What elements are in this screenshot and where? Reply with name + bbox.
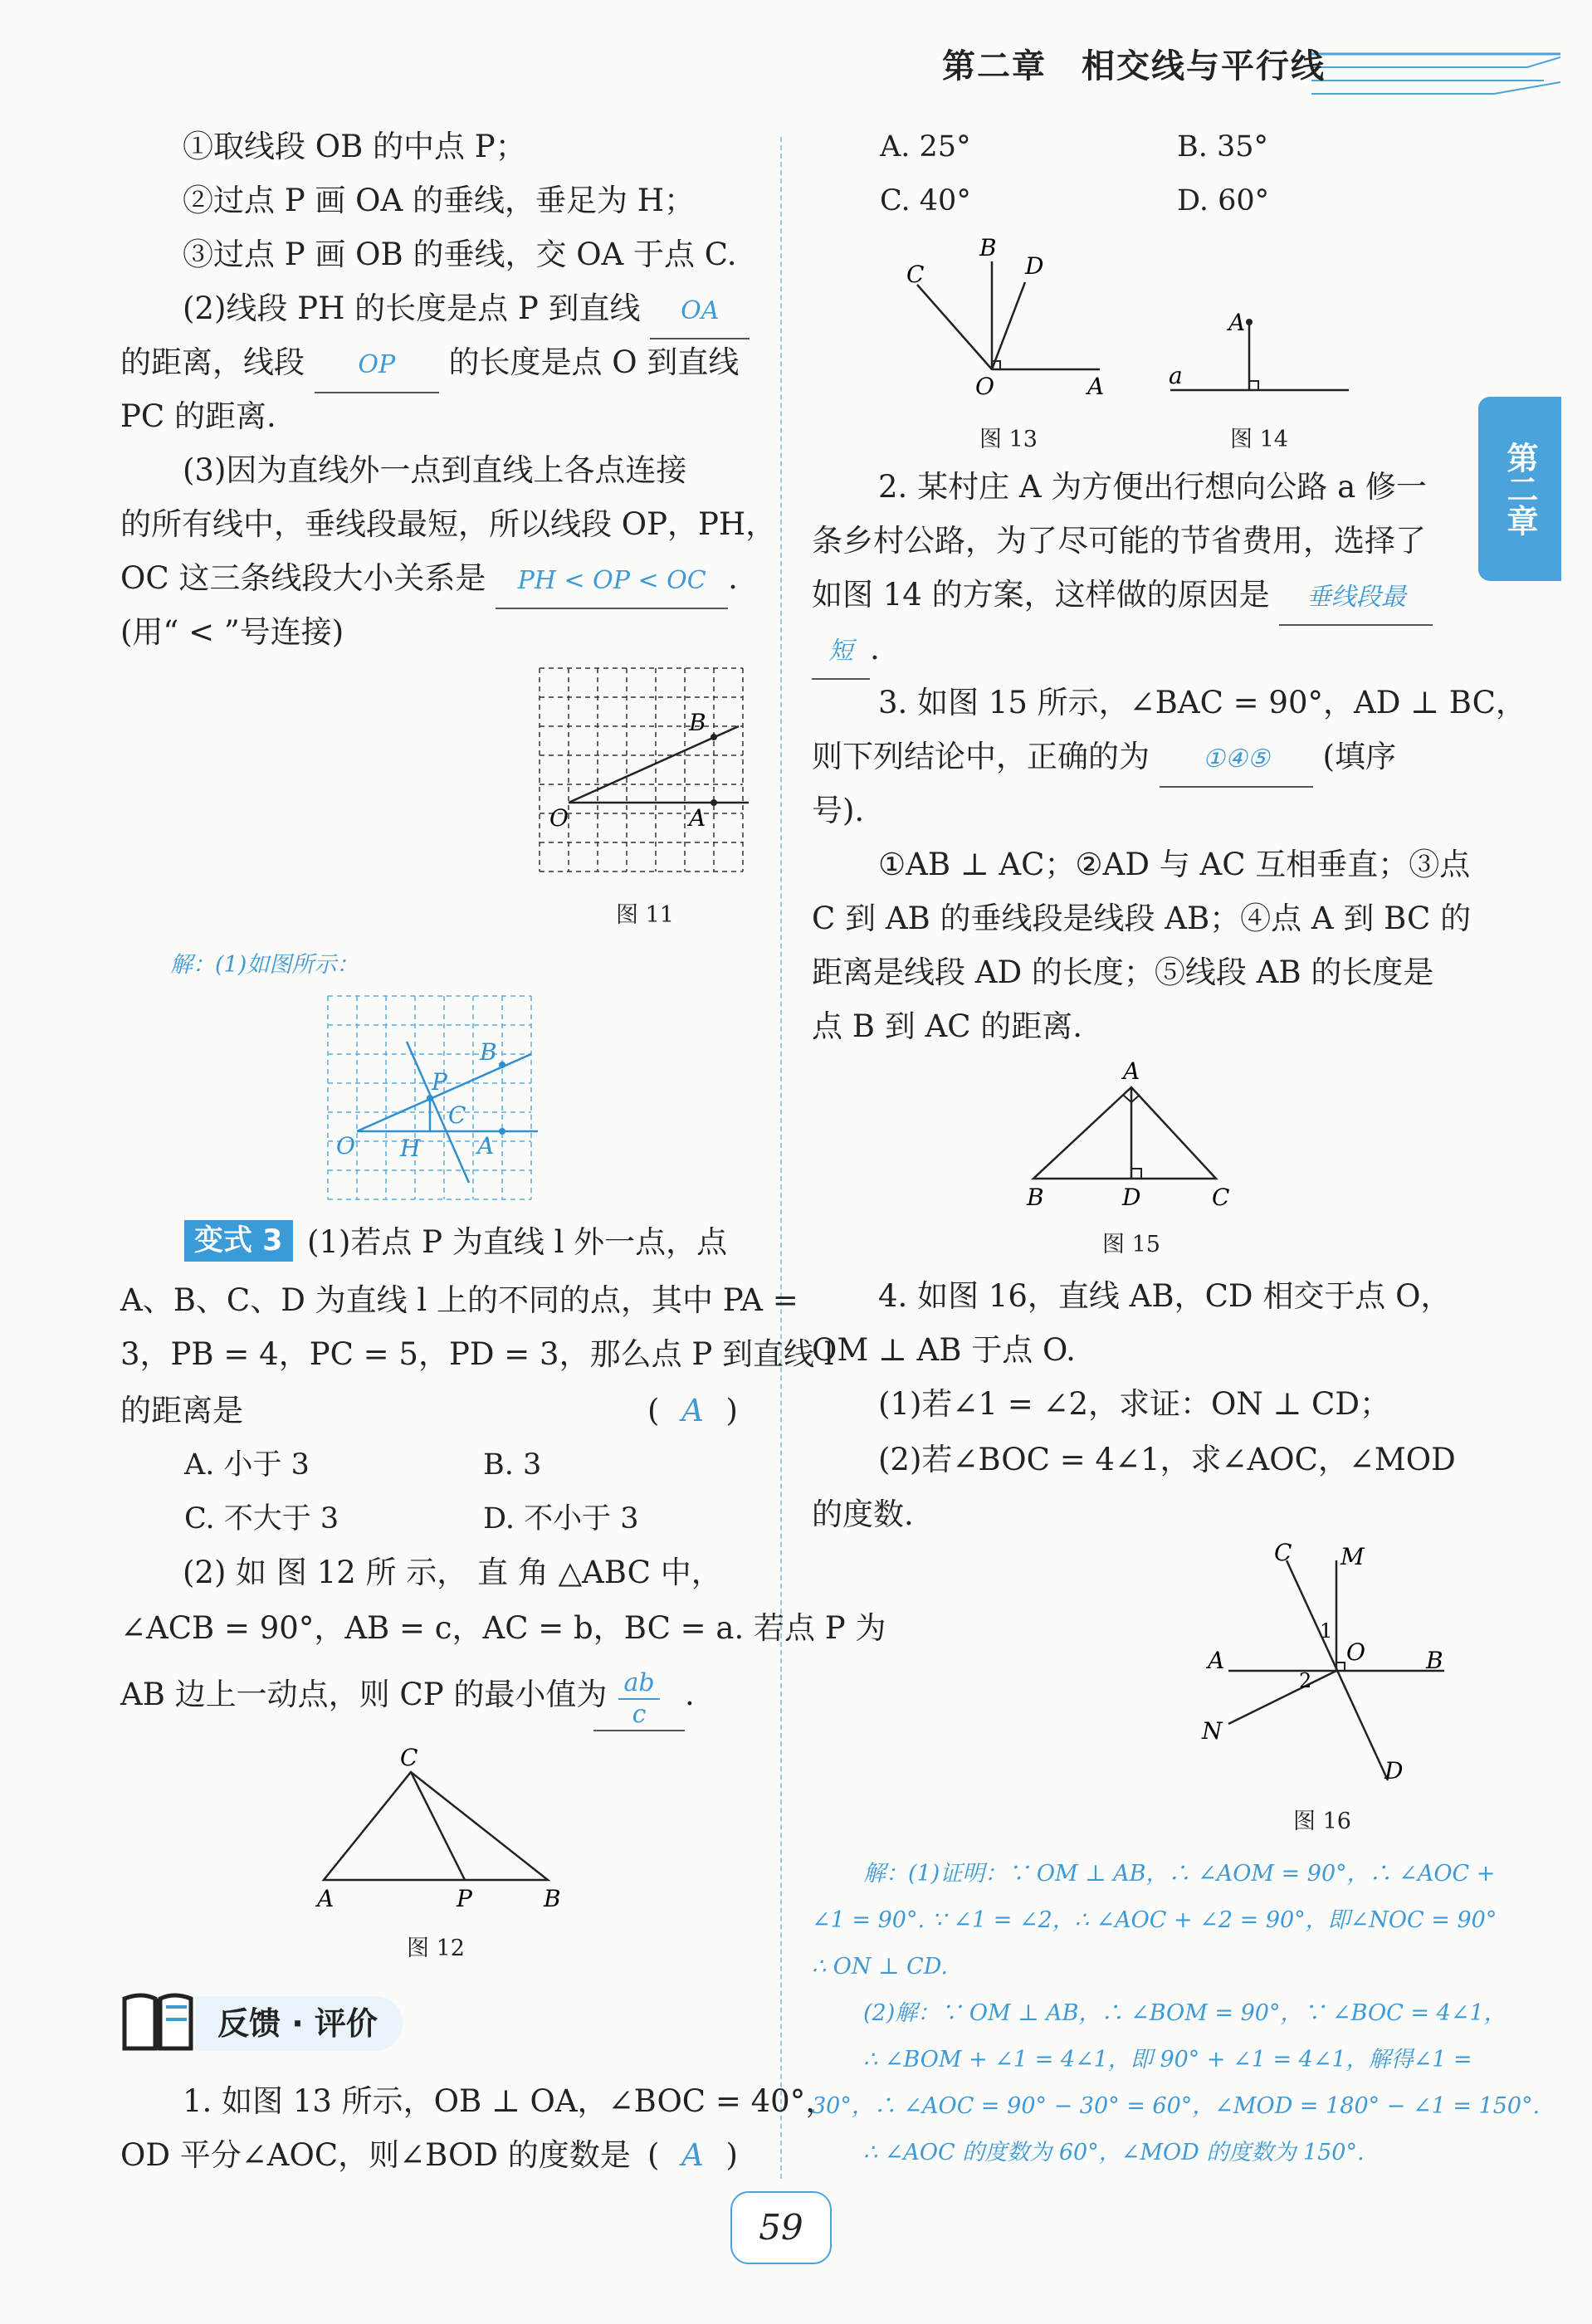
fb-q1-line-2: OD 平分∠AOC，则∠BOD 的度数是 <box>120 2137 631 2173</box>
fig16-angle-1: 1 <box>1320 1619 1333 1643</box>
fig13-label-b: B <box>979 234 997 261</box>
q4-part-3: 的度数. <box>812 1496 914 1532</box>
q2-text-3: PC 的距离. <box>120 398 276 434</box>
q3r-stmt-2: C 到 AB 的垂线段是线段 AB；④点 A 到 BC 的 <box>812 901 1472 936</box>
figure-15 <box>1017 1054 1233 1212</box>
v3b-period: . <box>685 1677 695 1712</box>
solution-line-4: (2)解：∵ OM ⊥ AB，∴ ∠BOM = 90°，∵ ∠BOC = 4∠1， <box>863 2000 1507 2026</box>
v3-choice-b: B. 3 <box>483 1448 542 1482</box>
q4-part-1: (1)若∠1 = ∠2，求证：ON ⊥ CD； <box>878 1386 1391 1422</box>
figure-13 <box>896 228 1121 411</box>
q3-text-2: 的所有线中，垂线段最短，所以线段 OP，PH， <box>120 506 777 542</box>
q3-blank: PH < OP < OC <box>496 554 728 609</box>
fig16-angle-2: 2 <box>1299 1669 1312 1692</box>
q2r-line-3: 如图 14 的方案，这样做的原因是 垂线段最 <box>812 569 1433 626</box>
v3-line-3: 3，PB = 4，PC = 5，PD = 3，那么点 P 到直线 l <box>120 1336 834 1372</box>
q3r-line-3: 号). <box>812 793 865 828</box>
fig11-caption: 图 11 <box>616 902 674 928</box>
figure-11-solution <box>324 992 541 1204</box>
chapter-side-tab: 第二章 <box>1478 397 1561 581</box>
v3b-line-3: AB 边上一动点，则 CP 的最小值为 <box>120 1677 608 1712</box>
fig14-label-a: A <box>1228 309 1246 336</box>
q3r-stmt-3: 距离是线段 AD 的长度；⑤线段 AB 的长度是 <box>812 954 1434 990</box>
fig11-solution-label: 解：(1)如图所示： <box>170 952 359 978</box>
fig11s-label-c: C <box>448 1101 466 1129</box>
q3r-blank: ①④⑤ <box>1160 733 1313 788</box>
figure-11 <box>531 664 755 880</box>
q1-choice-a: A. 25° <box>880 130 971 164</box>
fig12-caption: 图 12 <box>407 1936 465 1961</box>
v3b-fraction <box>593 1668 685 1731</box>
feedback-title: 反馈 · 评价 <box>217 2005 378 2042</box>
fig15-caption: 图 15 <box>1102 1232 1160 1257</box>
fig16-caption: 图 16 <box>1293 1809 1351 1834</box>
solution-line-5: ∴ ∠BOM + ∠1 = 4∠1，即 90° + ∠1 = 4∠1，解得∠1 = <box>863 2047 1472 2073</box>
fig11-label-o: O <box>549 804 569 832</box>
fig11s-label-a: A <box>477 1132 495 1160</box>
fig12-label-b: B <box>544 1885 561 1912</box>
fig14-caption: 图 14 <box>1230 427 1288 452</box>
q3r-stmt-1: ①AB ⊥ AC；②AD 与 AC 互相垂直；③点 <box>878 847 1471 882</box>
book-icon <box>120 1990 195 2057</box>
q2r-line-2: 条乡村公路，为了尽可能的节省费用，选择了 <box>812 523 1426 559</box>
q2r-answer-a: 垂线段最 <box>1279 571 1433 626</box>
q2r-line-4: 短 . <box>812 622 880 680</box>
fig11s-label-b: B <box>480 1038 497 1066</box>
fb-q1-line-1: 1. 如图 13 所示，OB ⊥ OA，∠BOC = 40°， <box>183 2083 837 2119</box>
q3r-line-2: 则下列结论中，正确的为 ①④⑤ (填序 <box>812 730 1396 788</box>
solution-line-3: ∴ ON ⊥ CD. <box>812 1954 949 1980</box>
fig15-label-c: C <box>1212 1184 1230 1211</box>
fig16-label-n: N <box>1202 1717 1223 1745</box>
fb-q1-answer-paren: ( A ) <box>647 2129 738 2182</box>
v3-line-4: 的距离是 <box>120 1393 243 1428</box>
v3b-denominator: c <box>632 1700 647 1729</box>
variant-badge: 变式 3 <box>184 1220 293 1262</box>
v3-choice-a: A. 小于 3 <box>184 1448 310 1482</box>
v3b-line-1: (2) 如 图 12 所 示， 直 角 △ABC 中， <box>183 1555 722 1590</box>
v3b-line-2: ∠ACB = 90°，AB = c，AC = b，BC = a. 若点 P 为 <box>120 1610 886 1646</box>
q3-text-1: (3)因为直线外一点到直线上各点连接 <box>183 452 687 488</box>
q2-blank-1: OA <box>650 285 750 339</box>
v3-line-1: (1)若点 P 为直线 l 外一点，点 <box>307 1224 728 1260</box>
q3r-line-1: 3. 如图 15 所示，∠BAC = 90°，AD ⊥ BC， <box>878 685 1526 720</box>
fig16-label-c: C <box>1274 1540 1292 1566</box>
v3b-numerator: ab <box>618 1668 660 1700</box>
q4-part-2: (2)若∠BOC = 4∠1，求∠AOC，∠MOD <box>878 1442 1456 1477</box>
solution-line-1: 解：(1)证明：∵ OM ⊥ AB，∴ ∠AOM = 90°，∴ ∠AOC + <box>863 1861 1496 1887</box>
fb-q1-answer: A <box>681 2137 704 2173</box>
fig11-label-a: A <box>689 804 706 832</box>
fig12-label-p: P <box>457 1885 472 1912</box>
q4-line-2: OM ⊥ AB 于点 O. <box>812 1332 1076 1368</box>
fig15-label-d: D <box>1122 1184 1141 1211</box>
fig16-label-a: A <box>1208 1647 1225 1674</box>
q2r-line-1: 2. 某村庄 A 为方便出行想向公路 a 修一 <box>878 469 1427 505</box>
fig16-label-o: O <box>1346 1638 1365 1666</box>
fig16-label-d: D <box>1384 1757 1404 1784</box>
step-3: ③过点 P 画 OB 的垂线，交 OA 于点 C. <box>183 237 737 272</box>
q2-text-2: 的距离，线段 OP 的长度是点 O 到直线 <box>120 336 739 393</box>
q2r-answer-b: 短 <box>812 625 870 680</box>
fig15-label-a: A <box>1123 1057 1140 1085</box>
q3-text-3: OC 这三条线段大小关系是 PH < OP < OC . <box>120 552 738 609</box>
fig16-label-b: B <box>1426 1647 1443 1674</box>
step-1: ①取线段 OB 的中点 P； <box>183 129 526 164</box>
figure-16 <box>1195 1540 1461 1789</box>
solution-line-2: ∠1 = 90°. ∵ ∠1 = ∠2，∴ ∠AOC + ∠2 = 90°，即∠NOC = 90° <box>812 1907 1497 1933</box>
fig13-caption: 图 13 <box>979 427 1038 452</box>
v3-choice-d: D. 不小于 3 <box>483 1502 639 1536</box>
v3-choice-c: C. 不大于 3 <box>184 1502 339 1536</box>
fig13-label-c: C <box>906 261 925 288</box>
fig13-label-o: O <box>975 373 994 400</box>
q4-line-1: 4. 如图 16，直线 AB，CD 相交于点 O， <box>878 1278 1452 1314</box>
fig11s-label-o: O <box>336 1132 355 1160</box>
step-2: ②过点 P 画 OA 的垂线，垂足为 H； <box>183 183 696 218</box>
column-divider <box>780 137 784 2179</box>
q2-text: (2)线段 PH 的长度是点 P 到直线 OA <box>183 282 750 339</box>
fig15-label-b: B <box>1027 1184 1044 1211</box>
chapter-title: 第二章 相交线与平行线 <box>942 47 1326 85</box>
q3-text-4: (用“ < ”号连接) <box>120 614 344 650</box>
q2-blank-2: OP <box>315 339 439 393</box>
fig13-label-d: D <box>1025 252 1044 280</box>
figure-14 <box>1162 307 1361 398</box>
q1-choice-c: C. 40° <box>880 184 971 217</box>
fig11-label-b: B <box>689 709 706 736</box>
fig12-label-c: C <box>400 1747 418 1771</box>
fig11s-label-p: P <box>432 1068 447 1096</box>
solution-line-6: 30°，∴ ∠AOC = 90° − 30° = 60°，∠MOD = 180° − ∠1 = 150°. <box>812 2093 1541 2119</box>
q1-choice-d: D. 60° <box>1177 184 1270 217</box>
fig16-label-m: M <box>1341 1543 1365 1570</box>
v3-answer: A <box>681 1393 704 1428</box>
fig13-label-a: A <box>1087 373 1105 400</box>
fig14-label-road: a <box>1169 362 1183 389</box>
header-decoration <box>1311 46 1560 120</box>
solution-line-7: ∴ ∠AOC 的度数为 60°，∠MOD 的度数为 150°. <box>863 2140 1365 2165</box>
page-number: 59 <box>730 2191 832 2264</box>
fig11s-label-h: H <box>400 1135 421 1162</box>
q1-choice-b: B. 35° <box>1177 130 1269 164</box>
fig12-label-a: A <box>317 1885 335 1912</box>
v3-line-2: A、B、C、D 为直线 l 上的不同的点，其中 PA = <box>120 1282 798 1318</box>
figure-12 <box>307 1747 573 1913</box>
v3-answer-paren: ( A ) <box>647 1384 738 1438</box>
q3r-stmt-4: 点 B 到 AC 的距离. <box>812 1008 1083 1044</box>
